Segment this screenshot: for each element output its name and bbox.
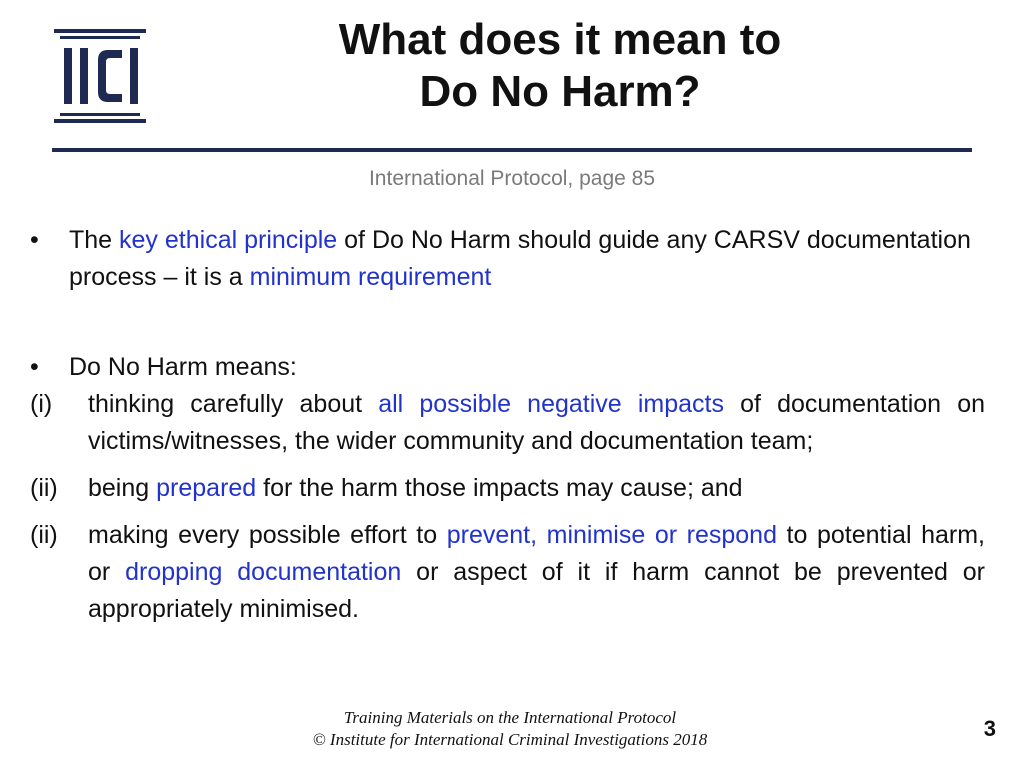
highlight-negative-impacts: all possible negative impacts	[378, 390, 724, 418]
source-reference: International Protocol, page 85	[368, 167, 656, 190]
iici-logo	[50, 26, 150, 126]
highlight-prepared: prepared	[156, 474, 257, 502]
bullet-marker: •	[30, 353, 39, 381]
list-item-marker: (i)	[30, 390, 53, 418]
page-number: 3	[983, 716, 996, 741]
list-item: (ii) making every possible effort to prevent, minimise or respond to potential harm, or dropping documentation or aspect of it if harm cannot be prevented or appropriately minimised.	[30, 517, 985, 628]
highlight-minimum-requirement: minimum requirement	[249, 263, 492, 291]
list-item: (ii) being prepared for the harm those impacts may cause; and	[30, 470, 985, 507]
list-item: (i) thinking carefully about all possible negative impacts of documentation on victims/witnesses, the wider community and documentation team;	[30, 386, 985, 460]
slide-title-line-2: Do No Harm?	[419, 67, 701, 116]
slide-title	[190, 14, 930, 118]
slide-body	[30, 222, 985, 638]
highlight-key-ethical-principle: key ethical principle	[119, 226, 338, 254]
iici-logo-icon	[50, 26, 150, 126]
slide-title-line-1: What does it mean to	[338, 15, 782, 64]
bullet-do-no-harm-means: • Do No Harm means:	[30, 349, 985, 386]
highlight-dropping-documentation: dropping documentation	[125, 558, 402, 586]
footer-line-2: © Institute for International Criminal Investigations 2018	[312, 730, 708, 749]
footer-line-1: Training Materials on the International Protocol	[343, 708, 677, 727]
bullet-marker: •	[30, 226, 39, 254]
title-divider	[52, 148, 972, 152]
list-item-marker: (ii)	[30, 474, 58, 502]
list-item-marker: (ii)	[30, 521, 58, 549]
bullet-key-principle: • The key ethical principle of Do No Harm should guide any CARSV documentation process – it is a minimum requirement	[30, 222, 985, 296]
highlight-prevent-minimise-respond: prevent, minimise or respond	[446, 521, 777, 549]
slide-footer	[200, 707, 820, 751]
